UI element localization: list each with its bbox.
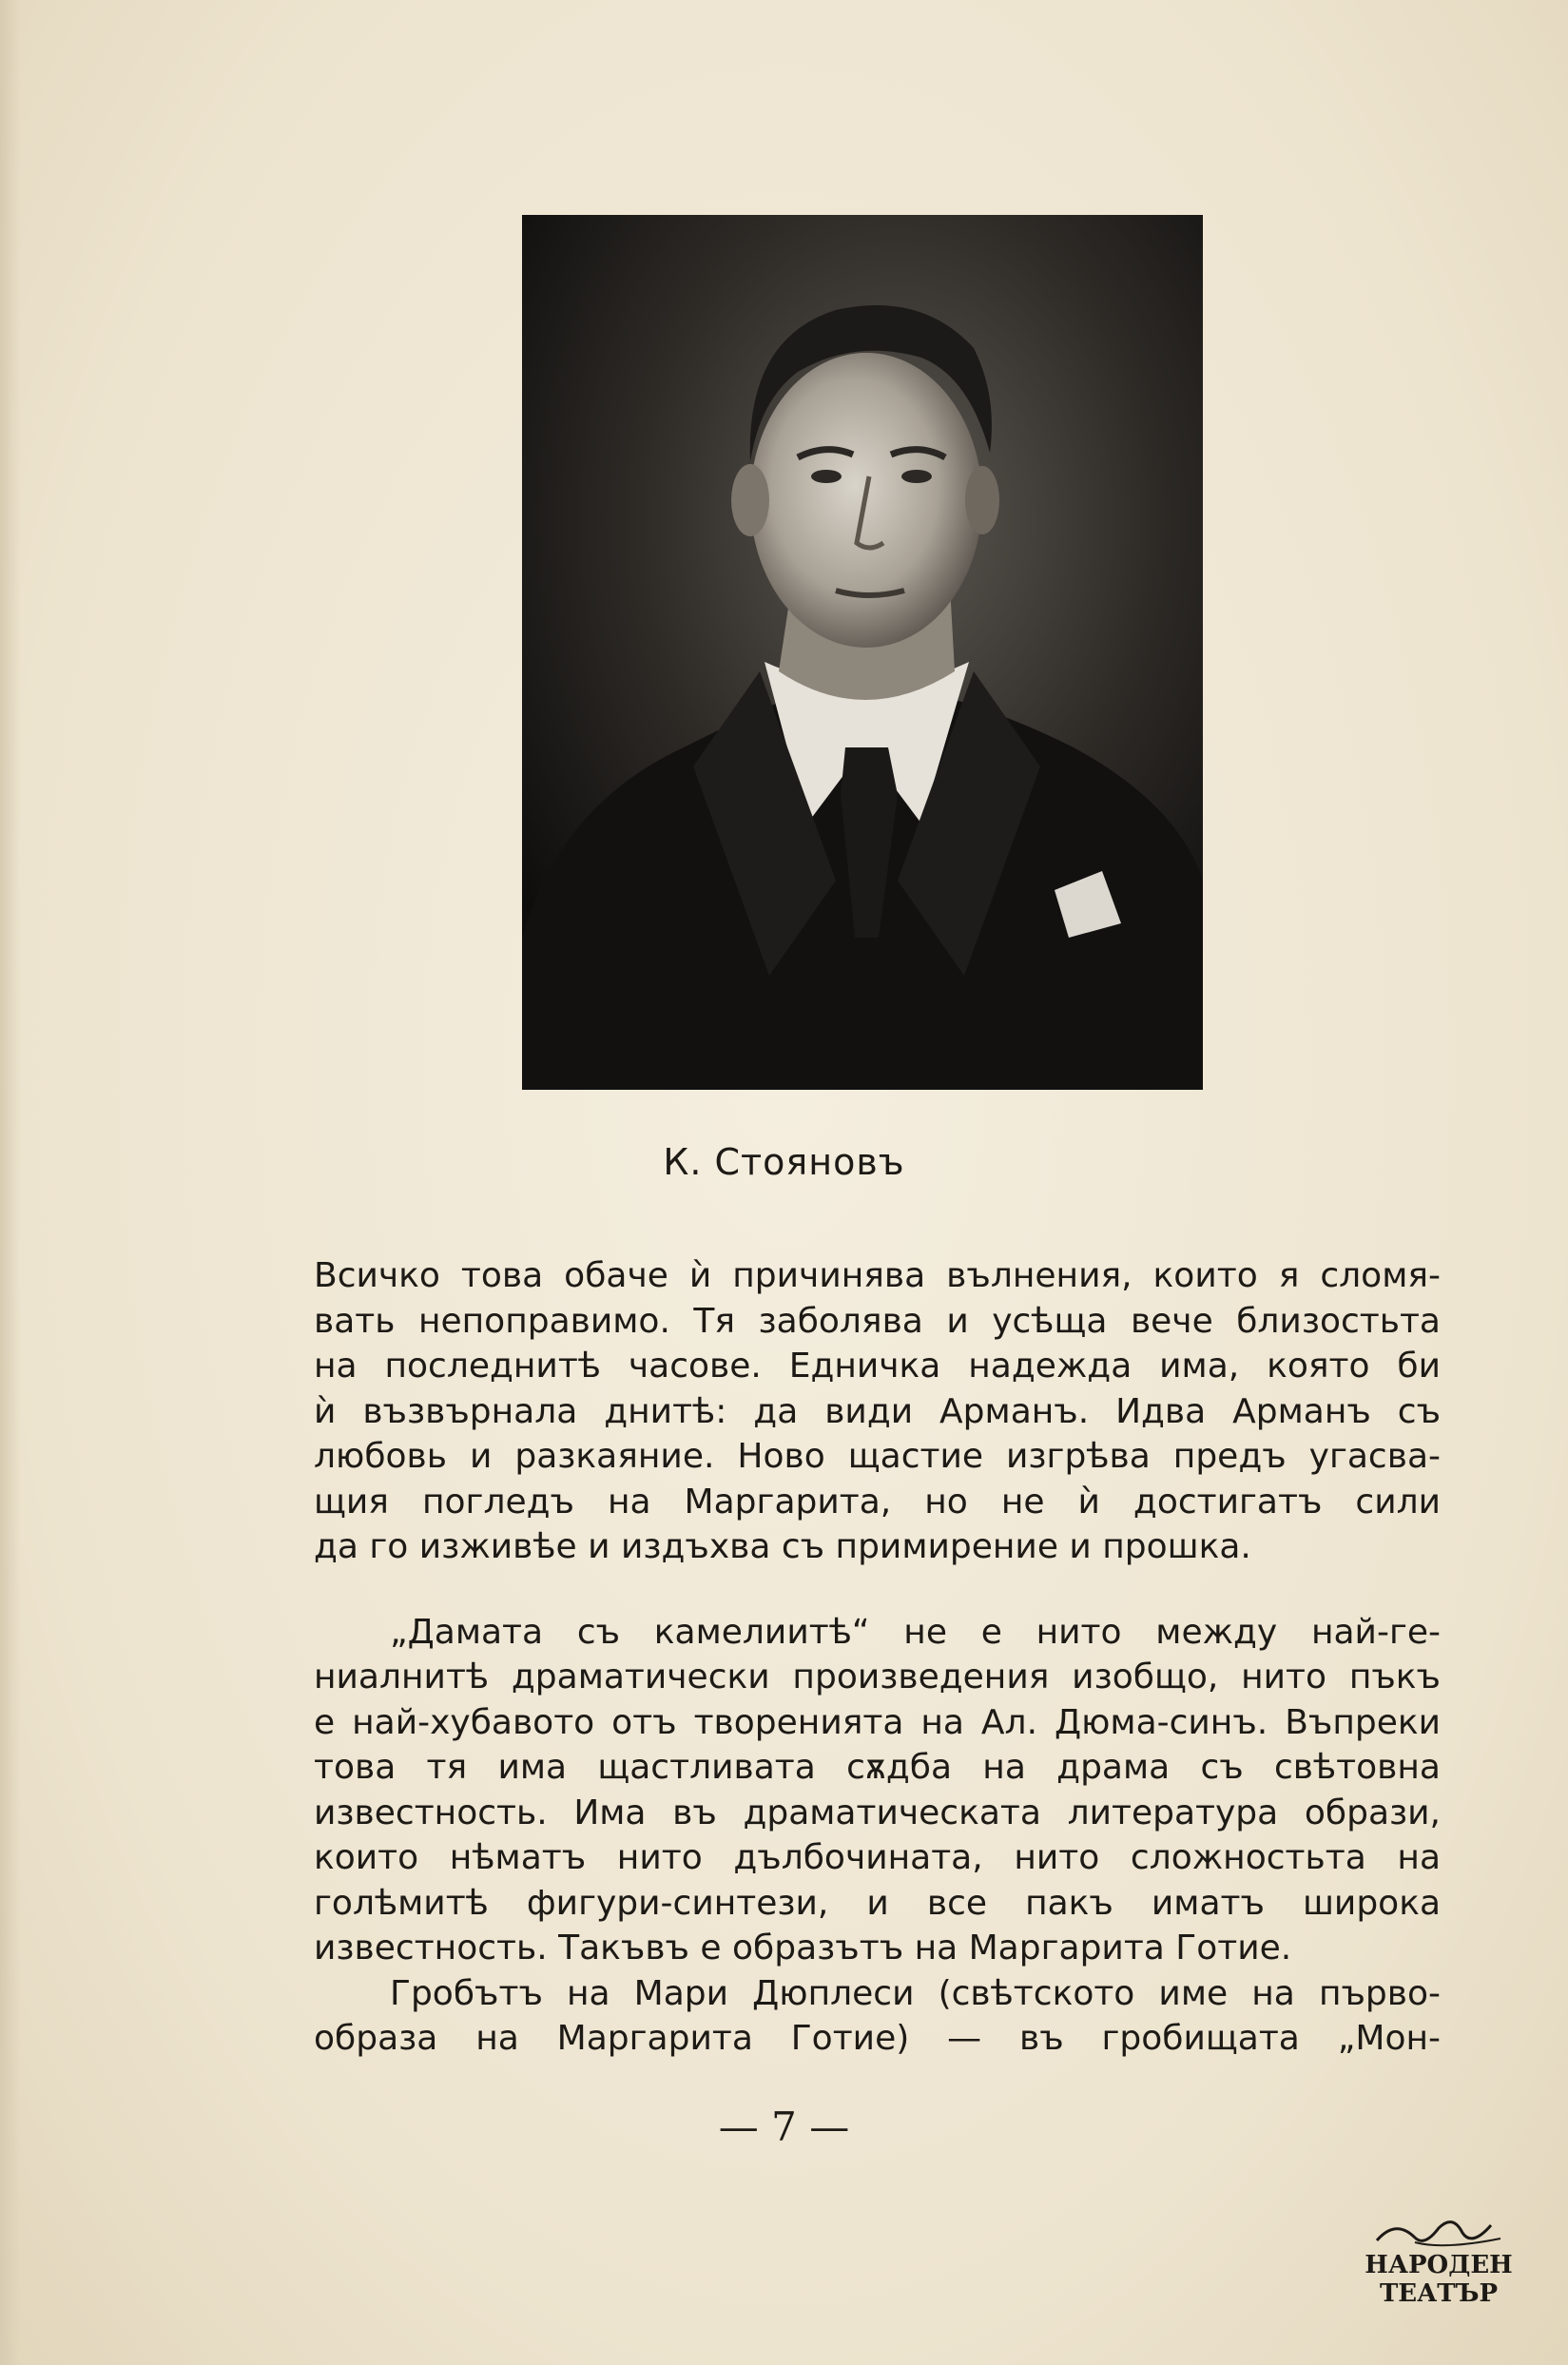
theatre-stamp-logo: [1358, 2214, 1520, 2309]
page-number: — 7 —: [718, 2103, 850, 2150]
text-line: това тя има щастливата сѫдба на драма съ свѣтовна: [314, 1748, 1441, 1787]
text-line: Гробътъ на Мари Дюплеси (свѣтското име на първо-: [390, 1973, 1441, 2013]
text-line: известность. Има въ драматическата литература образи,: [314, 1793, 1441, 1832]
text-line: голѣмитѣ фигури-синтези, и все пакъ иматъ широка: [314, 1883, 1441, 1923]
text-line: „Дамата съ камелиитѣ“ не е нито между най-ге-: [390, 1612, 1441, 1652]
text-line: любовь и разкаяние. Ново щастие изгрѣва предъ угасва-: [314, 1437, 1441, 1476]
paragraph-2: [314, 1610, 1441, 1971]
svg-text:ТЕАТЪР: ТЕАТЪР: [1379, 2279, 1499, 2308]
paragraph-1: [314, 1253, 1441, 1570]
text-line: ниалнитѣ драматически произведения изобщо, нито пъкъ: [314, 1657, 1441, 1696]
text-line: Всичко това обаче ѝ причинява вълнения, които я сломя-: [314, 1256, 1441, 1295]
portrait-caption: К. Стояновъ: [663, 1141, 905, 1183]
text-line: да го изживѣе и издъхва съ примирение и прошка.: [314, 1527, 1251, 1566]
text-line: на последнитѣ часове. Едничка надежда има, която би: [314, 1347, 1441, 1386]
text-line: образа на Маргарита Готие) — въ гробищата „Мон-: [314, 2019, 1441, 2058]
portrait-photograph: [522, 215, 1203, 1090]
svg-text:НАРОДЕН: НАРОДЕН: [1365, 2251, 1513, 2279]
text-line: известность. Такъвъ е образътъ на Маргарита Готие.: [314, 1929, 1292, 1968]
text-line: щия погледъ на Маргарита, но не ѝ достигатъ сили: [314, 1482, 1441, 1522]
text-line: които нѣматъ нито дълбочината, нито сложностьта на: [314, 1838, 1441, 1877]
text-line: ѝ възвърнала днитѣ: да види Арманъ. Идва Арманъ съ: [314, 1391, 1441, 1431]
text-line: е най-хубавото отъ творенията на Ал. Дюма-синъ. Въпреки: [314, 1702, 1441, 1742]
body-text: [314, 1253, 1441, 2062]
text-line: вать непоправимо. Тя заболява и усѣща вече близостьта: [314, 1301, 1441, 1341]
paragraph-3: [314, 1971, 1441, 2062]
